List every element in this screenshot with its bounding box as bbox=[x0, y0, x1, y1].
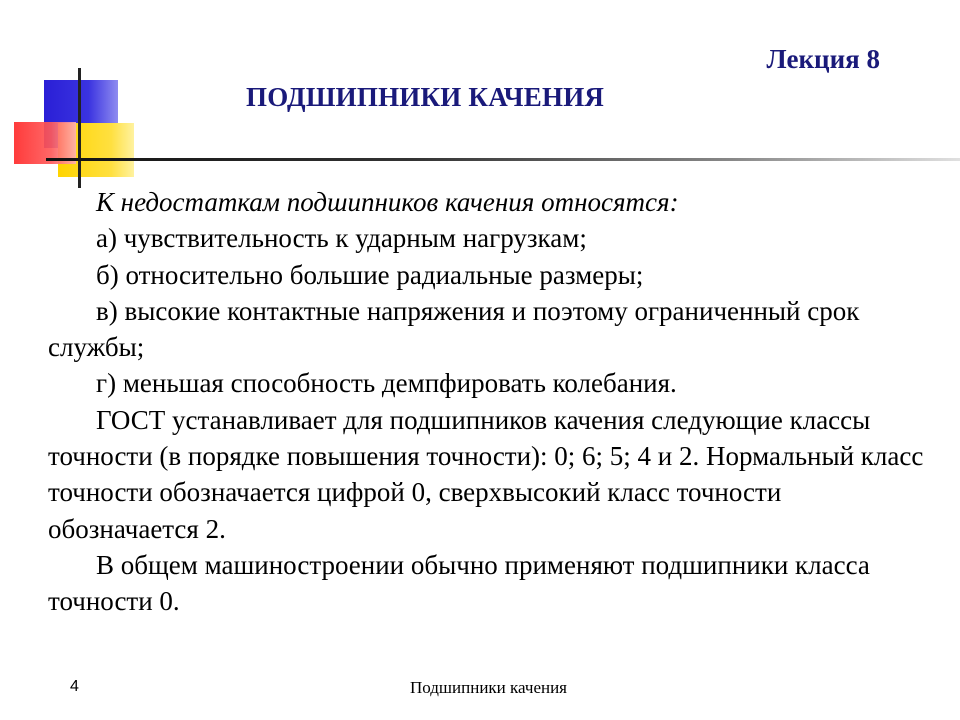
list-item: б) относительно большие радиальные размеры; bbox=[96, 259, 644, 290]
general-paragraph: В общем машиностроении обычно применяют подшипники класса точности 0. bbox=[48, 549, 870, 617]
page-number: 4 bbox=[70, 678, 79, 695]
list-item: а) чувствительность к ударным нагрузкам; bbox=[96, 223, 587, 254]
footer-title: Подшипники качения bbox=[410, 678, 568, 697]
slide-body bbox=[48, 184, 938, 620]
list-item: г) меньшая способность демпфировать колебания. bbox=[96, 368, 677, 399]
gost-paragraph: ГОСТ устанавливает для подшипников качения следующие классы точности (в порядке повышения точности): 0; 6; 5; 4 и 2. Нормальный класс точности обозначается цифрой 0, сверхвысокий класс точности обозначается 2. bbox=[48, 404, 924, 544]
slide-title: ПОДШИПНИКИ КАЧЕНИЯ bbox=[246, 82, 605, 112]
header-divider bbox=[46, 158, 960, 161]
intro-text: К недостаткам подшипников качения относятся: bbox=[96, 187, 679, 217]
lecture-label: Лекция 8 bbox=[766, 44, 880, 74]
decor-vertical-line bbox=[78, 68, 81, 188]
list-item: в) высокие контактные напряжения и поэтому ограниченный срок службы; bbox=[48, 295, 860, 363]
